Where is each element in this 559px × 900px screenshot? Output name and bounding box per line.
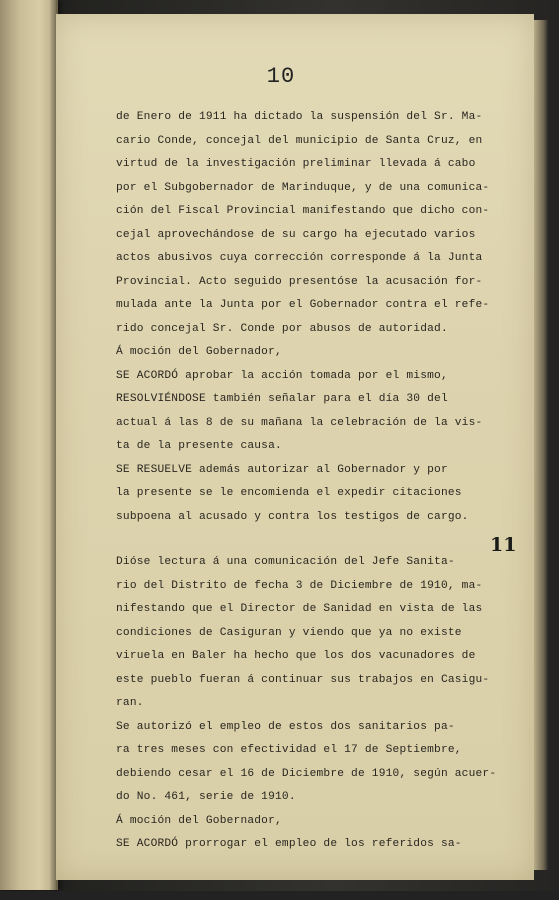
text-line: condiciones de Casiguran y viendo que ya no existe (116, 626, 462, 639)
text-line: la presente se le encomienda el expedir citaciones (116, 487, 462, 499)
text-line: RESOLVIÉNDOSE también señalar para el día 30 del (116, 393, 448, 405)
text-line: Provincial. Acto seguido presentóse la acusación for- (116, 275, 483, 288)
text-line: cejal aprovechándose de su cargo ha ejecutado varios (116, 228, 476, 241)
text-line: debiendo cesar el 16 de Diciembre de 1910, según acuer- (116, 767, 497, 780)
text-line: nifestando que el Director de Sanidad en vista de las (116, 603, 483, 615)
text-line: mulada ante la Junta por el Gobernador contra el refe- (116, 299, 490, 311)
text-line: virtud de la investigación preliminar llevada á cabo (116, 158, 476, 170)
text-line: este pueblo fueran á continuar sus trabajos en Casigu- (116, 673, 490, 686)
page-right-edge (534, 20, 548, 870)
text-line: ran. (116, 697, 144, 709)
text-line: Dióse lectura á una comunicación del Jefe Sanita- (116, 556, 455, 568)
text-line: Se autorizó el empleo de estos dos sanitarios pa- (116, 720, 455, 733)
scan-footer-strip (0, 891, 559, 900)
text-line: SE RESUELVE además autorizar al Gobernador y por (116, 463, 448, 476)
text-line: actos abusivos cuya corrección corresponde á la Junta (116, 252, 483, 264)
text-line: ra tres meses con efectividad el 17 de Septiembre, (116, 744, 462, 756)
text-line: rido concejal Sr. Conde por abusos de autoridad. (116, 322, 448, 335)
margin-item-number: 11 (490, 534, 517, 556)
text-line: ta de la presente causa. (116, 440, 282, 452)
text-line: do No. 461, serie de 1910. (116, 791, 296, 803)
text-line: viruela en Baler ha hecho que los dos vacunadores de (116, 650, 476, 662)
text-line: por el Subgobernador de Marinduque, y de una comunica- (116, 181, 490, 194)
text-line: ción del Fiscal Provincial manifestando que dicho con- (116, 205, 490, 217)
text-line: actual á las 8 de su mañana la celebración de la vis- (116, 416, 483, 429)
text-line: rio del Distrito de fecha 3 de Diciembre de 1910, ma- (116, 579, 483, 592)
text-line: Á moción del Gobernador, (116, 814, 282, 827)
document-page (56, 14, 534, 880)
paragraph-gap (116, 529, 536, 551)
text-line: de Enero de 1911 ha dictado la suspensión del Sr. Ma- (116, 111, 483, 123)
text-line: SE ACORDÓ prorrogar el empleo de los referidos sa- (116, 838, 462, 850)
text-line: subpoena al acusado y contra los testigos de cargo. (116, 510, 469, 523)
page-number: 10 (266, 64, 296, 89)
text-line: SE ACORDÓ aprobar la acción tomada por el mismo, (116, 369, 448, 382)
text-line: cario Conde, concejal del municipio de Santa Cruz, en (116, 134, 483, 147)
text-line: Á moción del Gobernador, (116, 346, 282, 358)
body-text (116, 106, 536, 857)
